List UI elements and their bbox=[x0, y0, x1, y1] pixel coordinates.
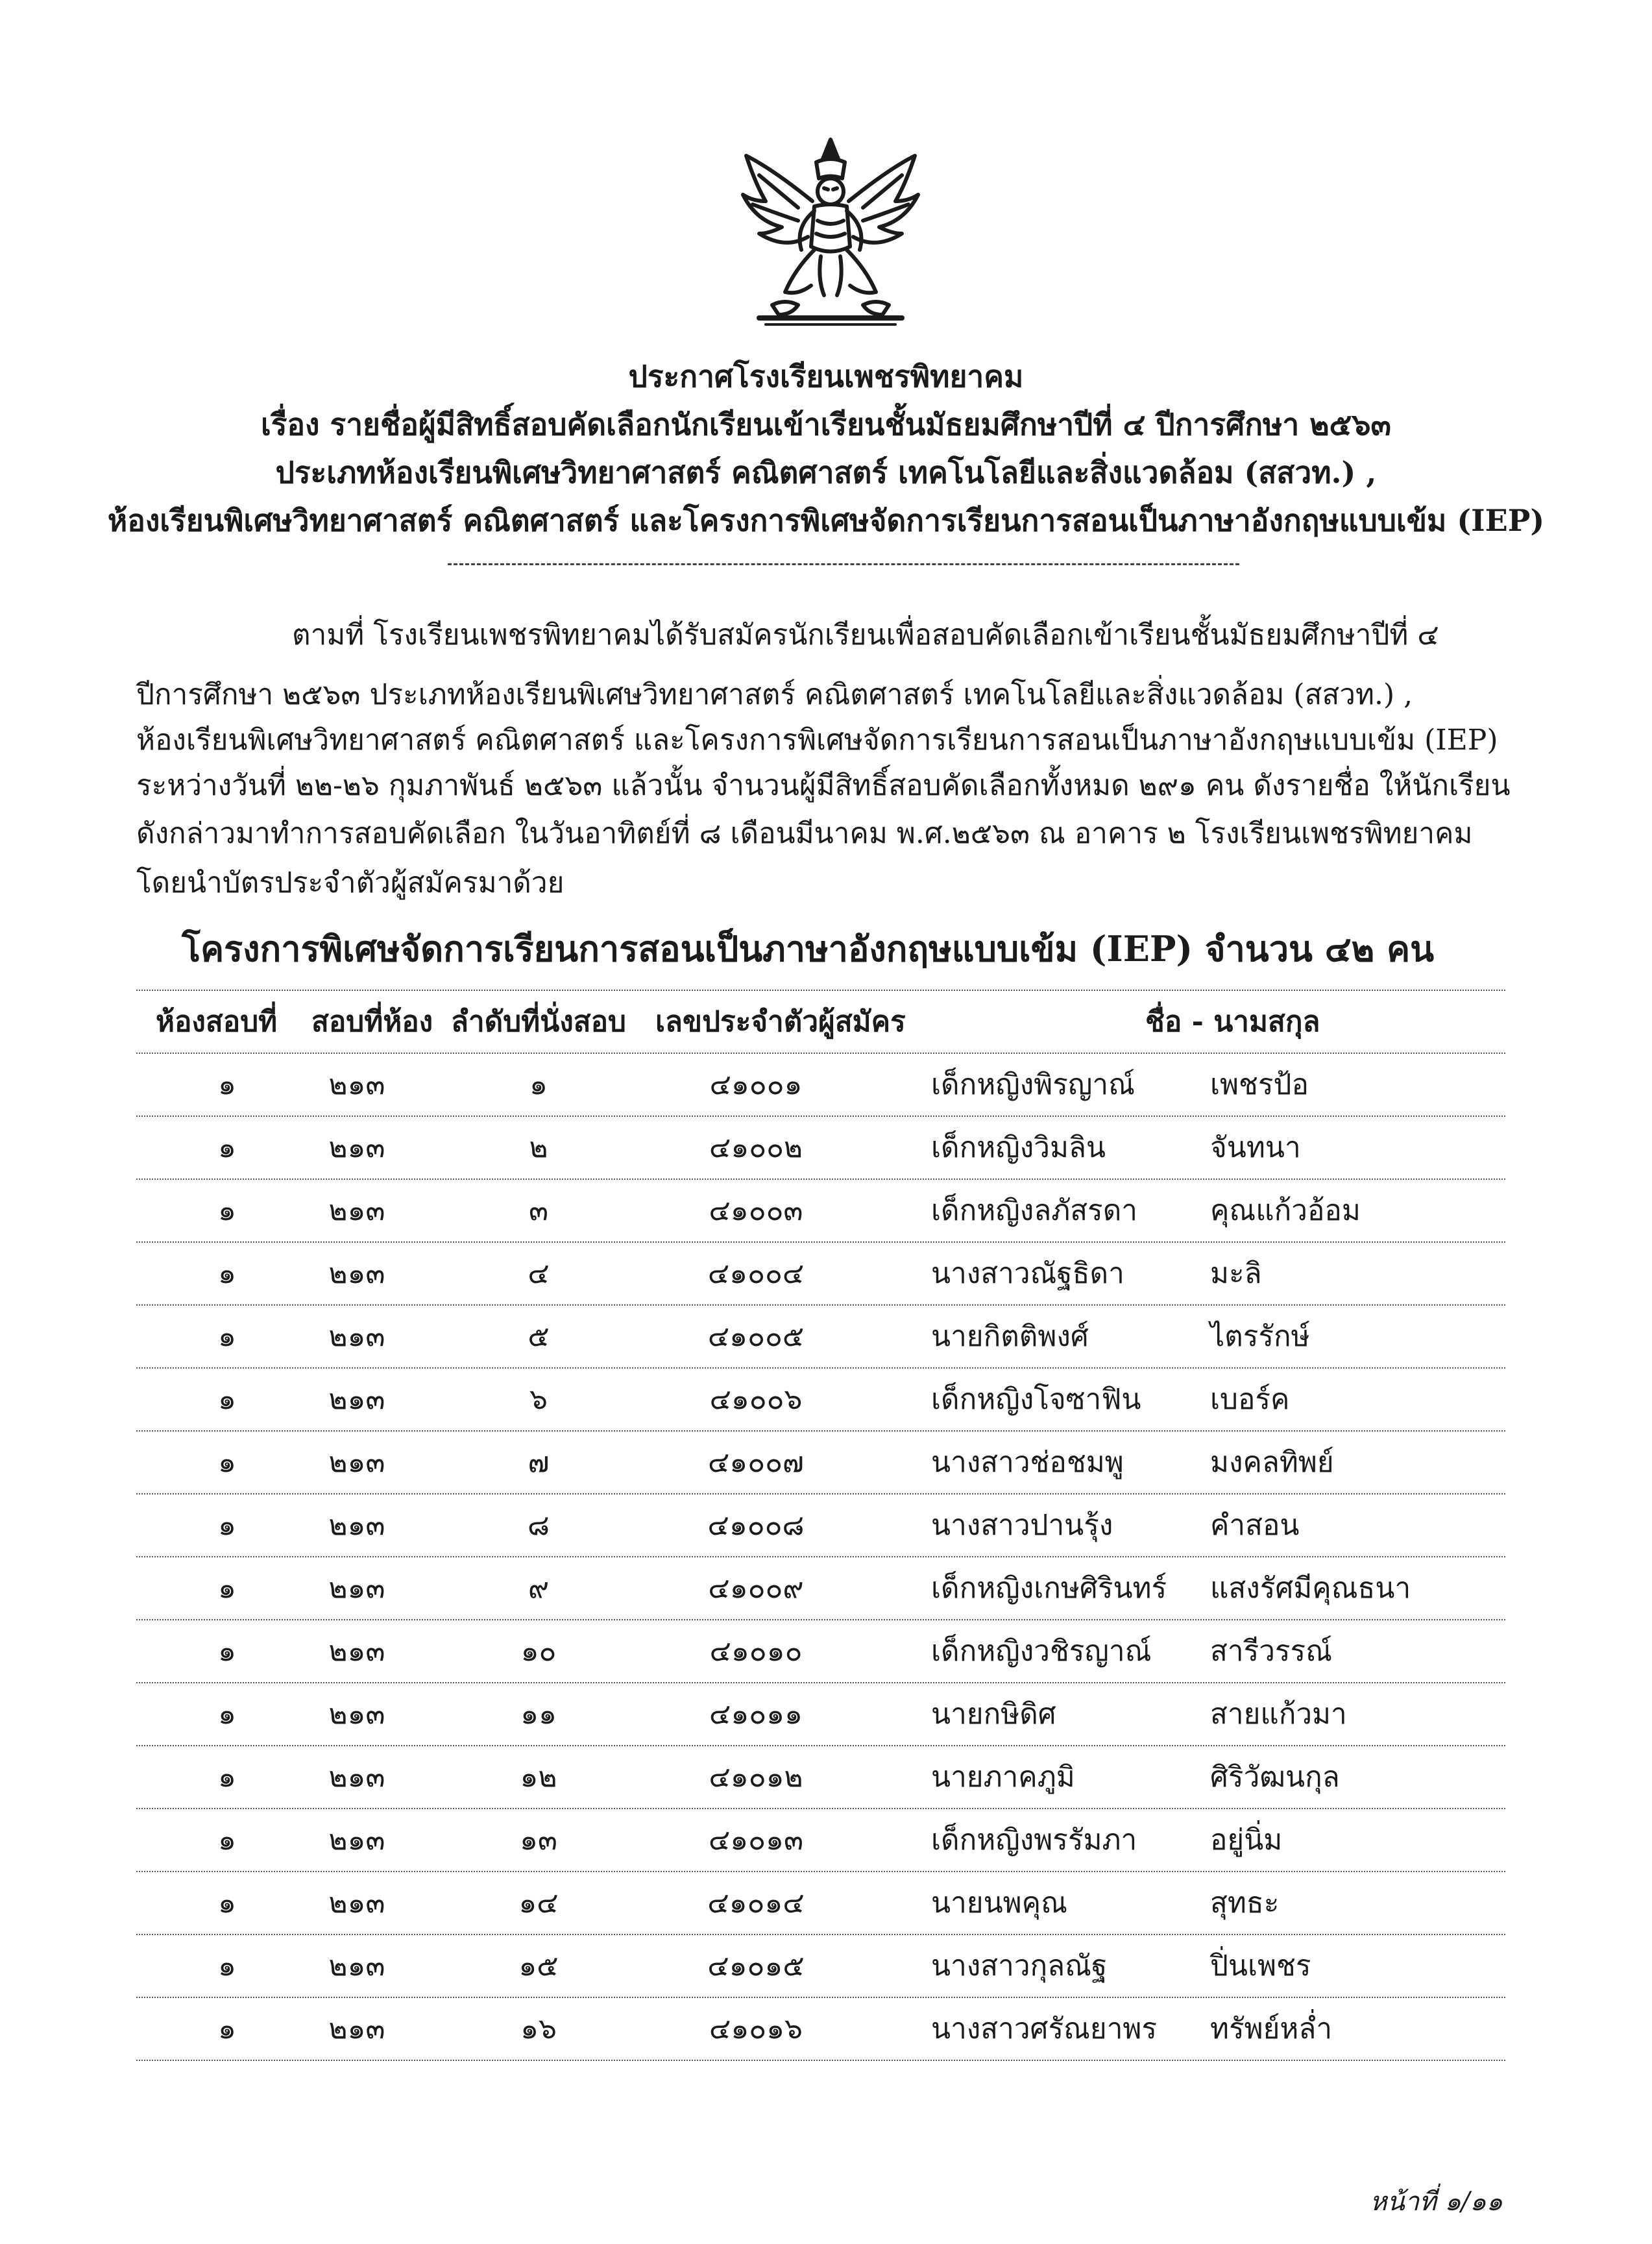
cell-first-name: นายภาคภูมิ bbox=[931, 1761, 1075, 1794]
header-name: ชื่อ - นามสกุล bbox=[1145, 1005, 1320, 1038]
cell-last-name: เบอร์ค bbox=[1210, 1383, 1290, 1416]
cell-at-room: ๒๑๓ bbox=[328, 1886, 385, 1920]
cell-room: ๑ bbox=[218, 1446, 236, 1479]
body-line-2: ปีการศึกษา ๒๕๖๓ ประเภทห้องเรียนพิเศษวิทยาศาสตร์ คณิตศาสตร์ เทคโนโลยีและสิ่งแวดล้อม (สสวท.) , bbox=[136, 678, 1413, 711]
cell-at-room: ๒๑๓ bbox=[328, 1257, 385, 1290]
cell-seat: ๑๑ bbox=[520, 1698, 557, 1731]
cell-first-name: เด็กหญิงลภัสรดา bbox=[931, 1194, 1137, 1227]
cell-seat: ๙ bbox=[528, 1572, 550, 1605]
cell-applicant-id: ๔๑๐๐๖ bbox=[709, 1383, 803, 1416]
cell-applicant-id: ๔๑๐๑๓ bbox=[708, 1823, 804, 1857]
header-seat: ลำดับที่นั่งสอบ bbox=[451, 1005, 626, 1038]
cell-applicant-id: ๔๑๐๐๑ bbox=[709, 1068, 803, 1101]
cell-at-room: ๒๑๓ bbox=[328, 1572, 385, 1605]
cell-first-name: นางสาวปานรุ้ง bbox=[931, 1509, 1113, 1542]
cell-first-name: นายกษิดิศ bbox=[931, 1698, 1056, 1731]
table-row bbox=[136, 1683, 1505, 1745]
cell-seat: ๑ bbox=[529, 1068, 548, 1101]
cell-room: ๑ bbox=[218, 1698, 236, 1731]
cell-at-room: ๒๑๓ bbox=[328, 1949, 385, 1982]
cell-room: ๑ bbox=[218, 1886, 236, 1920]
cell-at-room: ๒๑๓ bbox=[328, 1823, 385, 1857]
cell-last-name: อยู่นิ่ม bbox=[1210, 1823, 1283, 1857]
cell-seat: ๒ bbox=[529, 1131, 548, 1164]
cell-first-name: นางสาวณัฐธิดา bbox=[931, 1257, 1124, 1290]
cell-last-name: คุณแก้วอ้อม bbox=[1210, 1194, 1361, 1227]
cell-first-name: นายกิตติพงศ์ bbox=[931, 1320, 1089, 1353]
table-row bbox=[136, 1243, 1505, 1304]
cell-at-room: ๒๑๓ bbox=[328, 2012, 385, 2045]
header-room: ห้องสอบที่ bbox=[156, 1005, 278, 1038]
cell-room: ๑ bbox=[218, 1194, 236, 1227]
cell-seat: ๑๐ bbox=[520, 1635, 557, 1668]
table-row bbox=[136, 1369, 1505, 1430]
page-number: หน้าที่ ๑/๑๑ bbox=[1370, 2187, 1503, 2217]
cell-applicant-id: ๔๑๐๐๔ bbox=[707, 1257, 805, 1290]
cell-at-room: ๒๑๓ bbox=[328, 1194, 385, 1227]
cell-at-room: ๒๑๓ bbox=[328, 1320, 385, 1353]
applicant-table bbox=[136, 990, 1505, 2061]
cell-room: ๑ bbox=[218, 1761, 236, 1794]
cell-first-name: นางสาวกุลณัฐ bbox=[931, 1949, 1108, 1982]
cell-seat: ๑๖ bbox=[520, 2012, 557, 2045]
cell-seat: ๑๒ bbox=[520, 1761, 557, 1794]
table-row bbox=[136, 1117, 1505, 1178]
cell-first-name: เด็กหญิงเกษศิรินทร์ bbox=[931, 1572, 1167, 1605]
table-row bbox=[136, 1935, 1505, 1997]
table-rule bbox=[136, 2060, 1505, 2061]
cell-room: ๑ bbox=[218, 1383, 236, 1416]
cell-applicant-id: ๔๑๐๐๒ bbox=[709, 1131, 803, 1164]
table-row bbox=[136, 1494, 1505, 1556]
cell-applicant-id: ๔๑๐๑๖ bbox=[709, 2012, 803, 2045]
cell-applicant-id: ๔๑๐๐๘ bbox=[707, 1509, 805, 1542]
table-row bbox=[136, 1872, 1505, 1934]
header-line-2: เรื่อง รายชื่อผู้มีสิทธิ์สอบคัดเลือกนักเรียนเข้าเรียนชั้นมัธยมศึกษาปีที่ ๔ ปีการศึกษา ๒๕๖๓ bbox=[260, 407, 1391, 442]
table-row bbox=[136, 1180, 1505, 1241]
cell-applicant-id: ๔๑๐๑๔ bbox=[707, 1886, 805, 1920]
header-at-room: สอบที่ห้อง bbox=[311, 1005, 433, 1038]
body-line-3: ห้องเรียนพิเศษวิทยาศาสตร์ คณิตศาสตร์ และโครงการพิเศษจัดการเรียนการสอนเป็นภาษาอังกฤษแบบเข้ม (IEP) bbox=[136, 724, 1498, 757]
cell-seat: ๗ bbox=[528, 1446, 550, 1479]
cell-first-name: เด็กหญิงพรรัมภา bbox=[931, 1823, 1137, 1857]
cell-first-name: เด็กหญิงวชิรญาณ์ bbox=[931, 1635, 1152, 1668]
cell-at-room: ๒๑๓ bbox=[328, 1761, 385, 1794]
cell-last-name: ทรัพย์หล่ำ bbox=[1210, 2012, 1333, 2045]
table-header-row bbox=[136, 991, 1505, 1053]
table-row bbox=[136, 1054, 1505, 1116]
garuda-emblem-icon bbox=[733, 130, 928, 331]
cell-seat: ๖ bbox=[529, 1383, 548, 1416]
table-row bbox=[136, 1306, 1505, 1367]
cell-room: ๑ bbox=[218, 1257, 236, 1290]
cell-last-name: ปิ่นเพชร bbox=[1210, 1949, 1311, 1982]
cell-applicant-id: ๔๑๐๑๑ bbox=[709, 1698, 803, 1731]
cell-at-room: ๒๑๓ bbox=[328, 1446, 385, 1479]
section-title: โครงการพิเศษจัดการเรียนการสอนเป็นภาษาอังกฤษแบบเข้ม (IEP) จำนวน ๔๒ คน bbox=[182, 928, 1435, 970]
header-line-4: ห้องเรียนพิเศษวิทยาศาสตร์ คณิตศาสตร์ และโครงการพิเศษจัดการเรียนการสอนเป็นภาษาอังกฤษแบบเข้ม (IEP) bbox=[107, 503, 1545, 538]
cell-applicant-id: ๔๑๐๑๕ bbox=[707, 1949, 805, 1982]
cell-first-name: นางสาวช่อชมพู bbox=[931, 1446, 1124, 1479]
header-line-1: ประกาศโรงเรียนเพชรพิทยาคม bbox=[628, 359, 1024, 394]
cell-last-name: จันทนา bbox=[1210, 1131, 1301, 1164]
cell-applicant-id: ๔๑๐๑๒ bbox=[709, 1761, 803, 1794]
table-row bbox=[136, 1746, 1505, 1808]
cell-last-name: สารีวรรณ์ bbox=[1210, 1635, 1332, 1668]
cell-at-room: ๒๑๓ bbox=[328, 1509, 385, 1542]
body-line-4: ระหว่างวันที่ ๒๒-๒๖ กุมภาพันธ์ ๒๕๖๓ แล้วนั้น จำนวนผู้มีสิทธิ์สอบคัดเลือกทั้งหมด ๒๙๑ คน ดังรายชื่อ ให้นักเรียน bbox=[136, 769, 1511, 802]
table-row bbox=[136, 1557, 1505, 1619]
cell-at-room: ๒๑๓ bbox=[328, 1698, 385, 1731]
cell-at-room: ๒๑๓ bbox=[328, 1635, 385, 1668]
header-divider bbox=[448, 563, 1239, 565]
cell-last-name: ไตรรักษ์ bbox=[1210, 1320, 1310, 1353]
cell-last-name: คำสอน bbox=[1210, 1509, 1300, 1542]
body-line-5: ดังกล่าวมาทำการสอบคัดเลือก ในวันอาทิตย์ที่ ๘ เดือนมีนาคม พ.ศ.๒๕๖๓ ณ อาคาร ๒ โรงเรียนเพชรพิทยาคม bbox=[136, 817, 1473, 850]
cell-last-name: มะลิ bbox=[1210, 1257, 1262, 1290]
cell-seat: ๔ bbox=[528, 1257, 550, 1290]
table-row bbox=[136, 1809, 1505, 1871]
body-line-6: โดยนำบัตรประจำตัวผู้สมัครมาด้วย bbox=[136, 866, 565, 899]
cell-last-name: แสงรัศมีคุณธนา bbox=[1210, 1572, 1411, 1605]
cell-first-name: เด็กหญิงโจซาฟิน bbox=[931, 1383, 1141, 1416]
cell-last-name: เพชรป้อ bbox=[1210, 1068, 1309, 1101]
cell-room: ๑ bbox=[218, 1949, 236, 1982]
cell-room: ๑ bbox=[218, 1131, 236, 1164]
table-row bbox=[136, 1620, 1505, 1682]
cell-room: ๑ bbox=[218, 1572, 236, 1605]
cell-first-name: เด็กหญิงวิมลิน bbox=[931, 1131, 1106, 1164]
cell-room: ๑ bbox=[218, 2012, 236, 2045]
cell-at-room: ๒๑๓ bbox=[328, 1131, 385, 1164]
cell-seat: ๓ bbox=[528, 1194, 549, 1227]
cell-last-name: ศิริวัฒนกุล bbox=[1210, 1761, 1340, 1794]
body-line-1: ตามที่ โรงเรียนเพชรพิทยาคมได้รับสมัครนักเรียนเพื่อสอบคัดเลือกเข้าเรียนชั้นมัธยมศึกษาปีที่ ๔ bbox=[292, 618, 1439, 652]
cell-applicant-id: ๔๑๐๐๕ bbox=[707, 1320, 805, 1353]
cell-room: ๑ bbox=[218, 1068, 236, 1101]
table-row bbox=[136, 1998, 1505, 2060]
cell-last-name: สายแก้วมา bbox=[1210, 1698, 1347, 1731]
cell-at-room: ๒๑๓ bbox=[328, 1068, 385, 1101]
cell-applicant-id: ๔๑๐๐๗ bbox=[707, 1446, 805, 1479]
cell-applicant-id: ๔๑๐๑๐ bbox=[709, 1635, 803, 1668]
cell-seat: ๑๓ bbox=[519, 1823, 557, 1857]
cell-seat: ๘ bbox=[528, 1509, 550, 1542]
cell-last-name: สุทธะ bbox=[1210, 1886, 1280, 1920]
table-body bbox=[136, 1054, 1505, 2061]
cell-seat: ๑๕ bbox=[518, 1949, 559, 1982]
cell-room: ๑ bbox=[218, 1320, 236, 1353]
cell-seat: ๑๔ bbox=[518, 1886, 559, 1920]
cell-first-name: นางสาวศรัณยาพร bbox=[931, 2012, 1158, 2045]
cell-room: ๑ bbox=[218, 1509, 236, 1542]
cell-applicant-id: ๔๑๐๐๓ bbox=[709, 1194, 803, 1227]
cell-first-name: นายนพคุณ bbox=[931, 1886, 1067, 1920]
cell-room: ๑ bbox=[218, 1635, 236, 1668]
header-applicant-id: เลขประจำตัวผู้สมัคร bbox=[655, 1005, 906, 1038]
cell-room: ๑ bbox=[218, 1823, 236, 1857]
cell-first-name: เด็กหญิงพิรญาณ์ bbox=[931, 1068, 1135, 1101]
table-row bbox=[136, 1432, 1505, 1493]
cell-applicant-id: ๔๑๐๐๙ bbox=[708, 1572, 804, 1605]
header-line-3: ประเภทห้องเรียนพิเศษวิทยาศาสตร์ คณิตศาสตร์ เทคโนโลยีและสิ่งแวดล้อม (สสวท.) , bbox=[275, 455, 1377, 490]
cell-at-room: ๒๑๓ bbox=[328, 1383, 385, 1416]
cell-seat: ๕ bbox=[528, 1320, 550, 1353]
cell-last-name: มงคลทิพย์ bbox=[1210, 1446, 1334, 1479]
